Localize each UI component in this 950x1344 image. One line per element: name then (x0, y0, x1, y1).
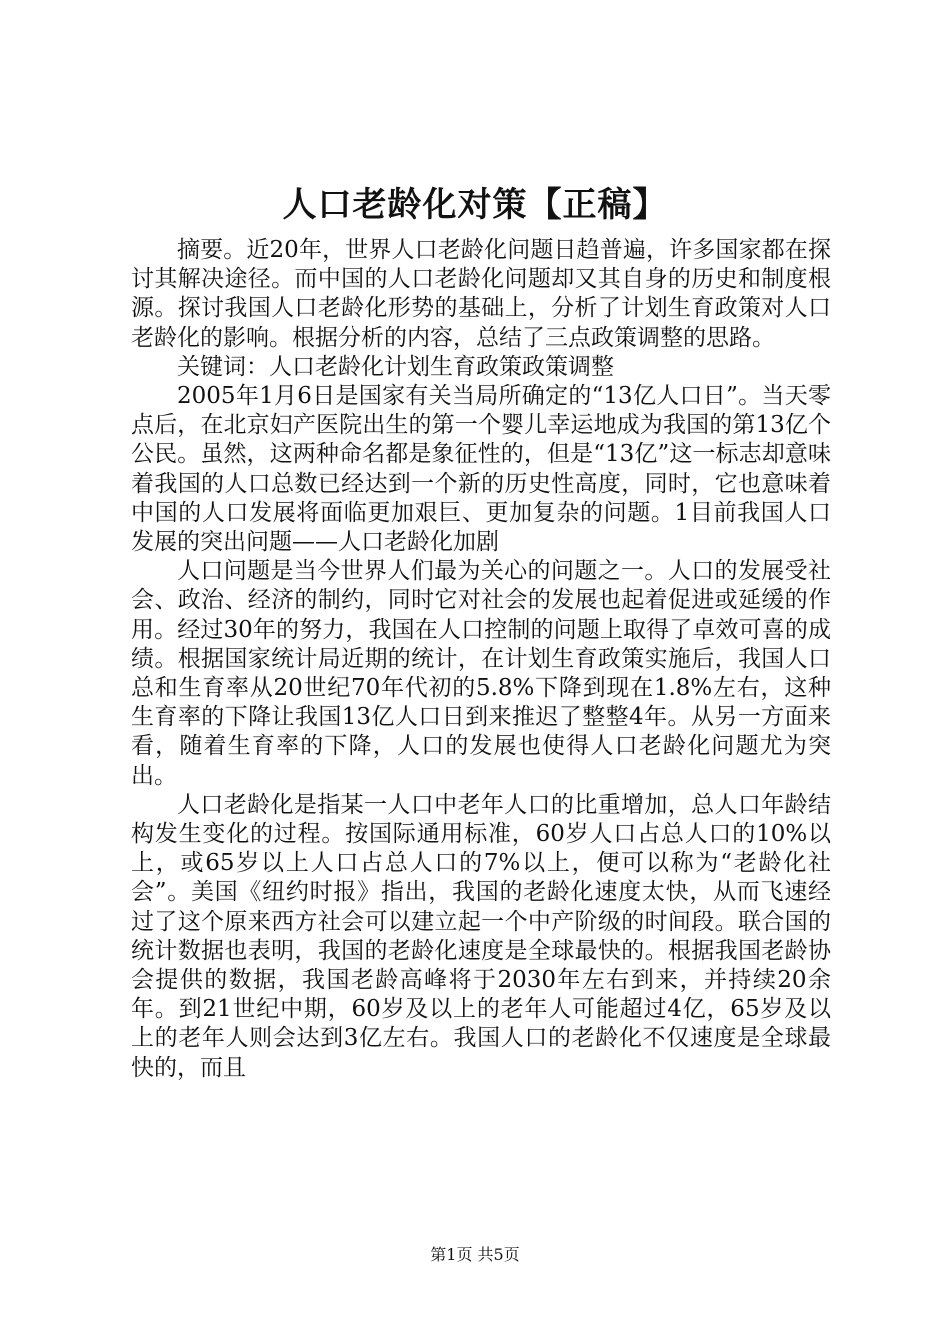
abstract-paragraph: 摘要。近20年，世界人口老龄化问题日趋普遍，许多国家都在探讨其解决途径。而中国的人口老龄化问题却又其自身的历史和制度根源。探讨我国人口老龄化形势的基础上，分析了计划生育政策对人口老龄化的影响。根据分析的内容，总结了三点政策调整的思路。 (131, 237, 831, 351)
body-paragraph: 人口问题是当今世界人们最为关心的问题之一。人口的发展受社会、政治、经济的制约，同时它对社会的发展也起着促进或延缓的作用。经过30年的努力，我国在人口控制的问题上取得了卓效可喜的成绩。根据国家统计局近期的统计，在计划生育政策实施后，我国人口总和生育率从20世纪70年代初的5.8%下降到现在1.8%左右，这种生育率的下降让我国13亿人口日到来推迟了整整4年。从另一方面来看，随着生育率的下降，人口的发展也使得人口老龄化问题尤为突出。 (131, 558, 831, 789)
document-title: 人口老龄化对策【正稿】 (282, 185, 668, 225)
page-footer: 第1页 共5页 (430, 1245, 520, 1264)
body-paragraph: 2005年1月6日是国家有关当局所确定的“13亿人口日”。当天零点后，在北京妇产医院出生的第一个婴儿幸运地成为我国的第13亿个公民。虽然，这两种命名都是象征性的，但是“13亿”这一标志却意味着我国的人口总数已经达到一个新的历史性高度，同时，它也意味着中国的人口发展将面临更加艰巨、更加复杂的问题。1目前我国人口发展的突出问题——人口老龄化加剧 (131, 383, 831, 556)
body-paragraph: 人口老龄化是指某一人口中老年人口的比重增加，总人口年龄结构发生变化的过程。按国际通用标准，60岁人口占总人口的10%以上，或65岁以上人口占总人口的7%以上，便可以称为“老龄化社会”。美国《纽约时报》指出，我国的老龄化速度太快，从而飞速经过了这个原来西方社会可以建立起一个中产阶级的时间段。联合国的统计数据也表明，我国的老龄化速度是全球最快的。根据我国老龄协会提供的数据，我国老龄高峰将于2030年左右到来，并持续20余年。到21世纪中期，60岁及以上的老年人可能超过4亿，65岁及以上的老年人则会达到3亿左右。我国人口的老龄化不仅速度是全球最快的，而且 (131, 791, 831, 1081)
keywords-paragraph: 关键词：人口老龄化计划生育政策政策调整 (177, 353, 614, 380)
document-body (131, 236, 831, 1083)
